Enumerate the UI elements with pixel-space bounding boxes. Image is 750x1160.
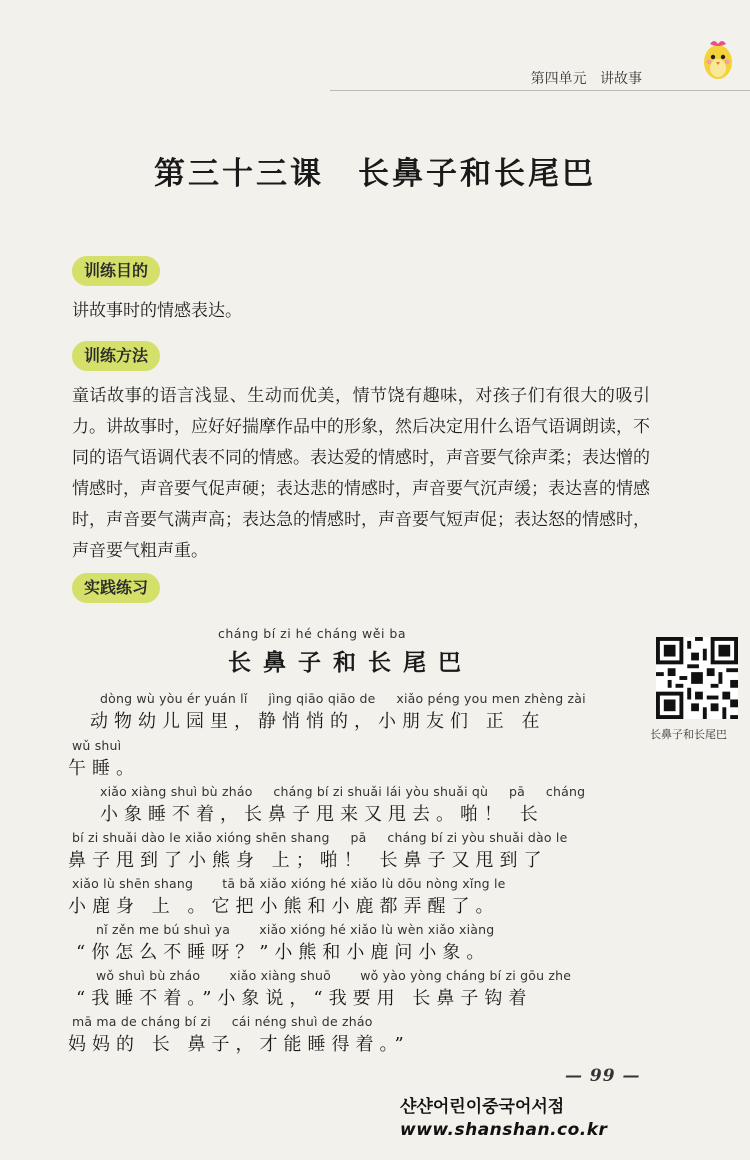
- watermark-url: www.shanshan.co.kr: [400, 1120, 608, 1140]
- story-line-pinyin: dòng wù yòu ér yuán lǐ jìng qiāo qiāo de xiǎo péng you men zhèng zài: [100, 691, 586, 706]
- lesson-title: 第三十三课 长鼻子和长尾巴: [154, 156, 596, 192]
- section-goal-label: 训练目的: [72, 256, 160, 286]
- story-line-text: 小象睡不着，长鼻子甩来又甩去。啪！ 长: [100, 804, 544, 825]
- section-method-label: 训练方法: [72, 341, 160, 371]
- qr-caption: 长鼻子和长尾巴: [650, 728, 727, 741]
- story-line-text: 午睡。: [68, 758, 140, 779]
- story-title-pinyin: cháng bí zi hé cháng wěi ba: [218, 626, 406, 641]
- section-method-text: 童话故事的语言浅显、生动而优美，情节饶有趣味，对孩子们有很大的吸引力。讲故事时，应好好揣摩作品中的形象，然后决定用什么语气语调朗读，不同的语气语调代表不同的情感。表达爱的情感时，声音要气徐声柔；表达憎的情感时，声音要气促声硬；表达悲的情感时，声音要气沉声缓；表达喜的情感时，声音要气满声高；表达急的情感时，声音要气短声促；表达怒的情感时，声音要气粗声重。: [72, 386, 650, 561]
- story-line-pinyin: wǒ shuì bù zháo xiǎo xiàng shuō wǒ yào yòng cháng bí zi gōu zhe: [96, 968, 572, 983]
- header-topic: 讲故事: [600, 71, 642, 87]
- qr-code-icon[interactable]: [656, 637, 738, 719]
- story-line-pinyin: bí zi shuǎi dào le xiǎo xióng shēn shang pā cháng bí zi yòu shuǎi dào le: [72, 830, 568, 845]
- header-text: [531, 68, 642, 88]
- chick-mascot-icon: [698, 32, 738, 84]
- section-goal-text: 讲故事时的情感表达。: [72, 301, 242, 321]
- watermark-store-name: 샨샨어린이중국어서점: [400, 1097, 565, 1117]
- story-line-pinyin: wǔ shuì: [72, 738, 122, 753]
- section-practice-label: 实践练习: [72, 573, 160, 603]
- story-line-pinyin: xiǎo lù shēn shang tā bǎ xiǎo xióng hé xiǎo lù dōu nòng xǐng le: [72, 876, 506, 891]
- story-line-text: 动物幼儿园里，静悄悄的，小朋友们 正 在: [90, 711, 546, 732]
- story-line-pinyin: mā ma de cháng bí zi cái néng shuì de zháo: [72, 1014, 373, 1029]
- page-number: — 99 —: [565, 1066, 641, 1086]
- story-line-text: 鼻子甩到了小熊身 上；啪！ 长鼻子又甩到了: [68, 850, 548, 871]
- story-title: 长鼻子和长尾巴: [228, 649, 473, 676]
- story-line-text: “我睡不着。”小象说，“我要用 长鼻子钩着: [76, 988, 533, 1009]
- story-line-pinyin: nǐ zěn me bú shuì ya xiǎo xióng hé xiǎo lù wèn xiǎo xiàng: [96, 922, 495, 937]
- story-line-text: “你怎么不睡呀？”小熊和小鹿问小象。: [76, 942, 491, 963]
- header-unit: 第四单元: [530, 71, 587, 87]
- story-line-text: 妈妈的 长 鼻子，才能睡得着。”: [68, 1034, 410, 1055]
- running-header: [330, 60, 750, 91]
- story-line-pinyin: xiǎo xiàng shuì bù zháo cháng bí zi shuǎi lái yòu shuǎi qù pā cháng: [100, 784, 586, 799]
- story-line-text: 小鹿身 上 。它把小熊和小鹿都弄醒了。: [68, 896, 500, 917]
